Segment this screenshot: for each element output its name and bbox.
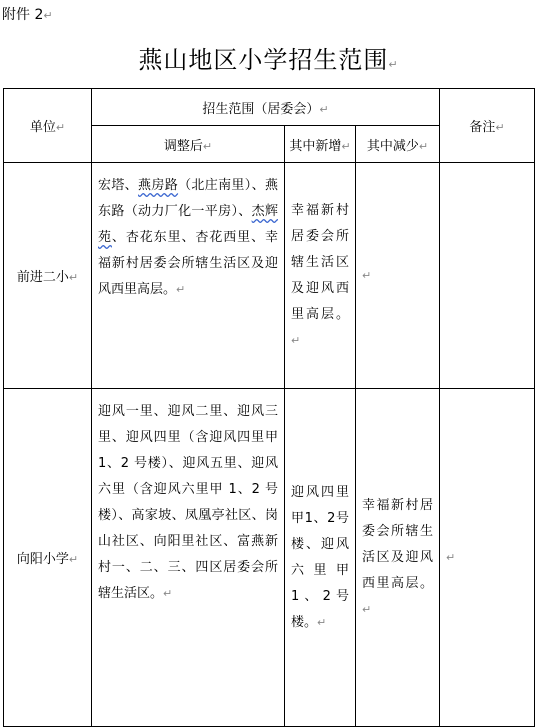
attachment-label: 附件 2↵ (2, 7, 53, 23)
row-remark: ↵ (440, 389, 535, 727)
row-remark (440, 163, 535, 389)
header-added: 其中新增↵ (285, 126, 356, 163)
header-unit: 单位↵ (4, 89, 92, 163)
row-adjusted: 宏塔、燕房路（北庄南里）、燕东路（动力厂化一平房）、杰辉苑、杏花东里、杏花西里、幸福新村居委会所辖生活区及迎风西里高层。↵ (92, 163, 285, 389)
row-added: 幸福新村居委会所辖生活区及迎风西里高层。↵ (285, 163, 356, 389)
enrollment-table (3, 88, 535, 727)
row-reduced: ↵ (356, 163, 440, 389)
row-unit: 向阳小学↵ (4, 389, 92, 727)
table-row (4, 163, 535, 389)
table-row (4, 389, 535, 727)
row-added: 迎风四里甲1、2号楼、迎风六里甲1、2号楼。↵ (285, 389, 356, 727)
row-reduced: 幸福新村居委会所辖生活区及迎风西里高层。↵ (356, 389, 440, 727)
header-range: 招生范围（居委会）↵ (92, 89, 440, 126)
row-adjusted: 迎风一里、迎风二里、迎风三里、迎风四里（含迎风四里甲 1、2 号楼）、迎风五里、迎风六里（含迎风六里甲 1、2 号楼）、高家坡、凤凰亭社区、岗山社区、向阳里社区、富燕新村一、二、三、四区居委会所辖生活区。↵ (92, 389, 285, 727)
header-remark: 备注↵ (440, 89, 535, 163)
document-title: 燕山地区小学招生范围↵ (138, 46, 399, 74)
header-reduced: 其中减少↵ (356, 126, 440, 163)
row-unit: 前进二小↵ (4, 163, 92, 389)
header-adjusted: 调整后↵ (92, 126, 285, 163)
